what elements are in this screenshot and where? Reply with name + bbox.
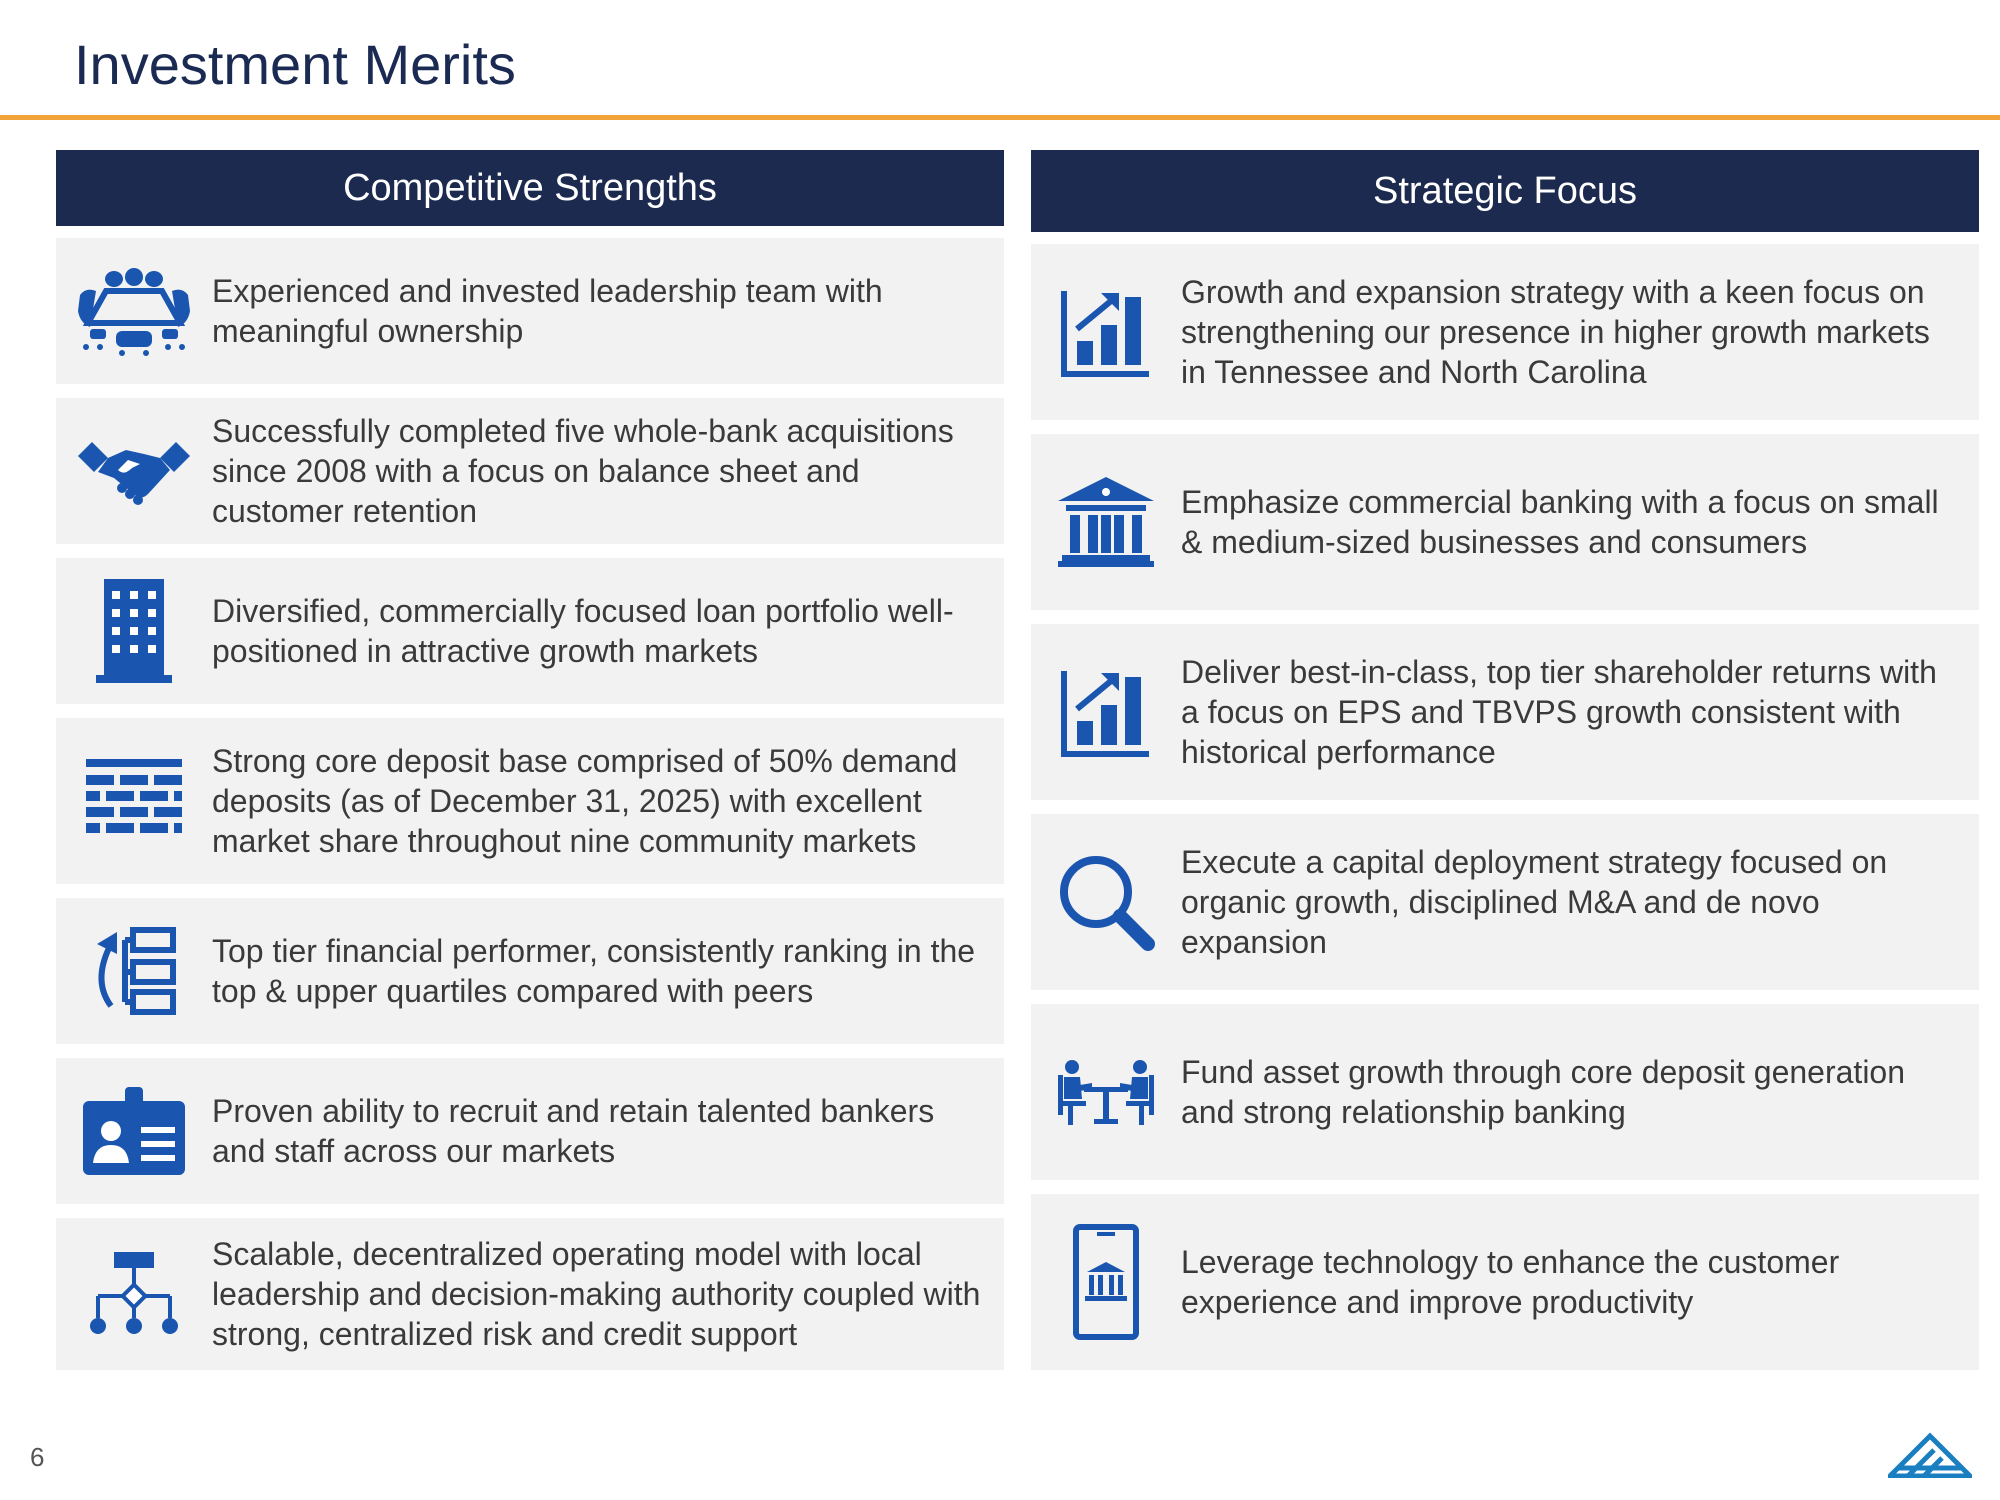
strength-row-loan-portfolio [56,558,1004,704]
focus-text: Growth and expansion strategy with a keen focus on strengthening our presence in higher growth markets in Tennessee and North Carolina [1181,274,1930,390]
strength-text: Diversified, commercially focused loan portfolio well-positioned in attractive growth markets [212,593,954,669]
strength-text: Top tier financial performer, consistently ranking in the top & upper quartiles compared with peers [212,933,976,1009]
strength-text: Experienced and invested leadership team with meaningful ownership [212,273,883,349]
meeting-table-icon [1031,1059,1181,1125]
competitive-strengths-header: Competitive Strengths [56,150,1004,226]
mobile-bank-icon [1031,1224,1181,1340]
focus-text: Leverage technology to enhance the customer experience and improve productivity [1181,1244,1840,1320]
org-chart-icon [56,1252,212,1336]
focus-text: Execute a capital deployment strategy focused on organic growth, disciplined M&A and de novo expansion [1181,844,1888,960]
company-logo [1888,1432,1972,1483]
focus-text: Deliver best-in-class, top tier shareholder returns with a focus on EPS and TBVPS growth consistent with historical performance [1181,654,1937,770]
office-building-icon [56,579,212,683]
competitive-strengths-column [56,150,1004,1352]
page-title: Investment Merits [74,33,516,96]
strength-row-financial-performer [56,898,1004,1044]
strength-text: Scalable, decentralized operating model with local leadership and decision-making authority coupled with strong, centralized risk and credit support [212,1236,981,1352]
ranking-list-icon [56,926,212,1016]
growth-chart-icon [1031,287,1181,377]
focus-row-growth-expansion [1031,244,1979,420]
handshake-icon [56,436,212,506]
focus-row-shareholder-returns [1031,624,1979,800]
strength-row-deposit-base [56,718,1004,884]
strength-text: Successfully completed five whole-bank acquisitions since 2008 with a focus on balance sheet and customer retention [212,413,954,529]
boardroom-table-icon [56,265,212,357]
focus-row-asset-growth [1031,1004,1979,1180]
strength-row-recruit-retain [56,1058,1004,1204]
bank-building-icon [1031,477,1181,567]
focus-text: Emphasize commercial banking with a focus on small & medium-sized businesses and consumers [1181,484,1939,560]
strategic-focus-column [1031,150,1979,1320]
focus-row-technology [1031,1194,1979,1370]
strength-row-acquisitions [56,398,1004,544]
magnifier-icon [1031,852,1181,952]
growth-chart-icon [1031,667,1181,757]
strength-text: Proven ability to recruit and retain talented bankers and staff across our markets [212,1093,935,1169]
title-divider [0,115,2000,120]
strength-text: Strong core deposit base comprised of 50% demand deposits (as of December 31, 2025) with excellent market share throughout nine community markets [212,743,958,859]
focus-text: Fund asset growth through core deposit generation and strong relationship banking [1181,1054,1906,1130]
strength-row-operating-model [56,1218,1004,1370]
focus-row-capital-deployment [1031,814,1979,990]
id-badge-icon [56,1087,212,1175]
brick-wall-icon [56,759,212,843]
page-number: 6 [30,1442,45,1472]
strength-row-leadership [56,238,1004,384]
strategic-focus-header: Strategic Focus [1031,150,1979,232]
focus-row-commercial-banking [1031,434,1979,610]
